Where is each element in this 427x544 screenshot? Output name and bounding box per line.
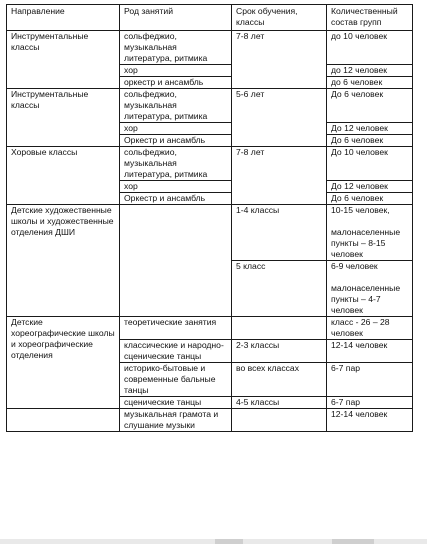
direction-cell: Инструментальные классы bbox=[7, 89, 120, 147]
activity-cell: оркестр и ансамбль bbox=[120, 77, 232, 89]
duration-cell: 2-3 классы bbox=[232, 340, 327, 363]
group-size-note: малонаселенные пункты – 4-7 человек bbox=[331, 283, 401, 315]
direction-cell: Детские хореографические школы и хореографические отделения bbox=[7, 317, 120, 409]
direction-cell: Хоровые классы bbox=[7, 147, 120, 205]
group-size-cell: До 6 человек bbox=[327, 89, 413, 123]
header-duration: Срок обучения, классы bbox=[232, 5, 327, 31]
direction-cell bbox=[7, 409, 120, 432]
header-direction: Направление bbox=[7, 5, 120, 31]
activity-cell: теоретические занятия bbox=[120, 317, 232, 340]
activity-cell: хор bbox=[120, 181, 232, 193]
activity-cell: музыкальная грамота и слушание музыки bbox=[120, 409, 232, 432]
duration-cell: во всех классах bbox=[232, 363, 327, 397]
duration-cell bbox=[232, 317, 327, 340]
group-size-cell bbox=[327, 205, 413, 261]
group-size-cell: До 12 человек bbox=[327, 123, 413, 135]
activity-cell bbox=[120, 205, 232, 317]
activity-cell: сценические танцы bbox=[120, 397, 232, 409]
header-group-size: Количественный состав групп bbox=[327, 5, 413, 31]
activity-cell: историко-бытовые и современные бальные танцы bbox=[120, 363, 232, 397]
duration-cell: 7-8 лет bbox=[232, 31, 327, 89]
table-row bbox=[7, 89, 413, 123]
table-row bbox=[7, 31, 413, 65]
table-row bbox=[7, 147, 413, 181]
group-size-cell: 12-14 человек bbox=[327, 409, 413, 432]
activity-cell: Оркестр и ансамбль bbox=[120, 193, 232, 205]
group-size-cell: до 6 человек bbox=[327, 77, 413, 89]
activity-cell: Оркестр и ансамбль bbox=[120, 135, 232, 147]
duration-cell: 4-5 классы bbox=[232, 397, 327, 409]
duration-cell bbox=[232, 409, 327, 432]
group-size-cell: До 10 человек bbox=[327, 147, 413, 181]
activity-cell: хор bbox=[120, 123, 232, 135]
duration-cell: 7-8 лет bbox=[232, 147, 327, 205]
group-size-cell: 12-14 человек bbox=[327, 340, 413, 363]
activity-cell: сольфеджио, музыкальная литература, ритмика bbox=[120, 31, 232, 65]
group-size-cell: до 10 человек bbox=[327, 31, 413, 65]
duration-cell: 5-6 лет bbox=[232, 89, 327, 147]
group-size-cell: До 12 человек bbox=[327, 181, 413, 193]
group-size-cell bbox=[327, 261, 413, 317]
table-row bbox=[7, 205, 413, 261]
header-activity: Род занятий bbox=[120, 5, 232, 31]
table-row bbox=[7, 409, 413, 432]
activity-cell: хор bbox=[120, 65, 232, 77]
group-size-note: малонаселенные пункты – 8-15 человек bbox=[331, 227, 401, 259]
activity-cell: классические и народно-сценические танцы bbox=[120, 340, 232, 363]
table-row bbox=[7, 317, 413, 340]
direction-cell: Инструментальные классы bbox=[7, 31, 120, 89]
group-size-main: 6-9 человек bbox=[331, 261, 378, 271]
group-size-cell: До 6 человек bbox=[327, 135, 413, 147]
duration-cell: 5 класс bbox=[232, 261, 327, 317]
group-size-cell: До 6 человек bbox=[327, 193, 413, 205]
duration-cell: 1-4 классы bbox=[232, 205, 327, 261]
direction-cell: Детские художественные школы и художественные отделения ДШИ bbox=[7, 205, 120, 317]
group-size-main: 10-15 человек, bbox=[331, 205, 390, 215]
table-header-row bbox=[7, 5, 413, 31]
group-size-table bbox=[6, 4, 413, 432]
group-size-cell: до 12 человек bbox=[327, 65, 413, 77]
activity-cell: сольфеджио, музыкальная литература, ритмика bbox=[120, 89, 232, 123]
group-size-cell: класс - 26 – 28 человек bbox=[327, 317, 413, 340]
group-size-cell: 6-7 пар bbox=[327, 363, 413, 397]
window-bottom-strip bbox=[0, 539, 427, 544]
activity-cell: сольфеджио, музыкальная литература, ритмика bbox=[120, 147, 232, 181]
document-page bbox=[6, 4, 412, 432]
group-size-cell: 6-7 пар bbox=[327, 397, 413, 409]
